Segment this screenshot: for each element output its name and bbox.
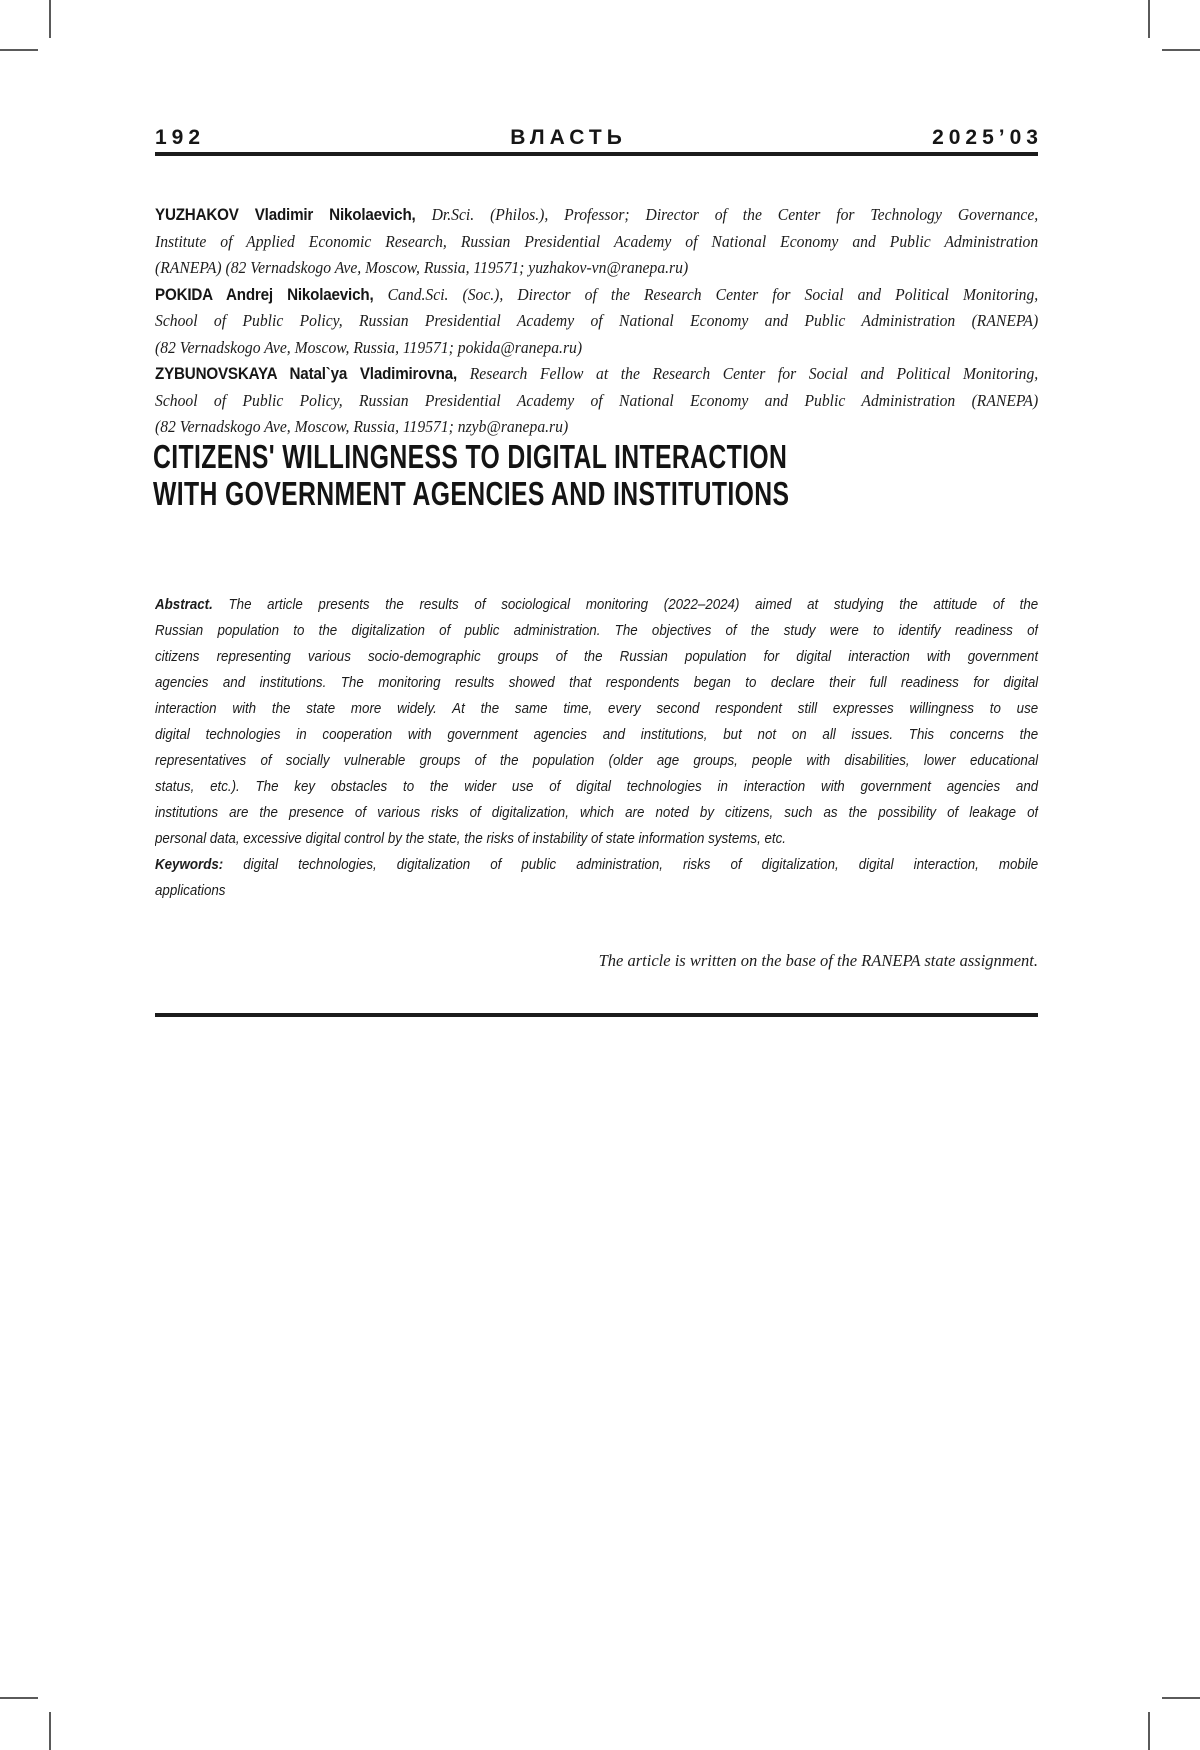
journal-title: ВЛАСТЬ bbox=[510, 126, 627, 149]
author-line bbox=[155, 388, 1038, 415]
author-line bbox=[155, 361, 1038, 388]
author-line bbox=[155, 414, 1038, 441]
article-title-line: WITH GOVERNMENT AGENCIES AND INSTITUTIONS bbox=[153, 475, 790, 512]
abstract-line: representatives of socially vulnerable groups of the population (older age groups, people with disabilities, lower educational bbox=[155, 753, 1039, 769]
running-head bbox=[155, 126, 1043, 150]
section-divider-rule bbox=[155, 1013, 1038, 1017]
crop-mark-bottom-left-vertical bbox=[49, 1712, 51, 1750]
abstract-line: institutions are the presence of various risks of digitalization, which are noted by citizens, such as the possibility of leakage of bbox=[155, 805, 1039, 821]
author-line bbox=[155, 335, 1038, 362]
abstract-line: agencies and institutions. The monitoring results showed that respondents began to declare their full readiness for digital bbox=[155, 675, 1039, 691]
crop-mark-top-left-horizontal bbox=[0, 49, 38, 51]
author-address: (RANEPA) (82 Vernadskogo Ave, Moscow, Russia, 119571; yuzhakov-vn@ranepa.ru) bbox=[155, 258, 689, 277]
author-line bbox=[155, 202, 1038, 229]
author-name: YUZHAKOV Vladimir Nikolaevich, bbox=[155, 206, 432, 224]
crop-mark-bottom-right-vertical bbox=[1148, 1712, 1150, 1750]
abstract-line: citizens representing various socio-demographic groups of the Russian population for digital interaction with government bbox=[155, 649, 1039, 665]
abstract-line: Russian population to the digitalization of public administration. The objectives of the study were to identify readiness of bbox=[155, 623, 1039, 639]
acknowledgement-note: The article is written on the base of the RANEPA state assignment. bbox=[598, 951, 1038, 970]
author-address: (82 Vernadskogo Ave, Moscow, Russia, 119571; nzyb@ranepa.ru) bbox=[155, 417, 569, 436]
author-affiliation: School of Public Policy, Russian Presidential Academy of National Economy and Public Administration (RANEPA) bbox=[155, 311, 1039, 330]
author-affiliation: School of Public Policy, Russian Presidential Academy of National Economy and Public Administration (RANEPA) bbox=[155, 390, 1039, 410]
crop-mark-bottom-left-horizontal bbox=[0, 1697, 38, 1699]
header-rule bbox=[155, 152, 1038, 156]
author-name: ZYBUNOVSKAYA Natal`ya Vladimirovna, bbox=[155, 365, 470, 383]
abstract-line: digital technologies in cooperation with government agencies and institutions, but not on all issues. This concerns the bbox=[155, 727, 1039, 743]
author-line bbox=[155, 229, 1038, 256]
article-title bbox=[153, 438, 789, 512]
abstract-line: personal data, excessive digital control by the state, the risks of instability of state information systems, etc. bbox=[155, 831, 786, 847]
crop-mark-bottom-right-horizontal bbox=[1162, 1697, 1200, 1699]
keywords-line: Keywords: digital technologies, digitalization of public administration, risks of digitalization, digital interaction, mobile bbox=[155, 857, 1039, 873]
issue-number: 2025’03 bbox=[932, 126, 1043, 149]
keywords-label: Keywords: bbox=[155, 857, 244, 873]
author-affiliation: Dr.Sci. (Philos.), Professor; Director of the Center for Technology Governance, bbox=[431, 205, 1039, 224]
abstract-line: interaction with the state more widely. At the same time, every second respondent still expresses willingness to use bbox=[155, 701, 1039, 717]
author-name: POKIDA Andrej Nikolaevich, bbox=[155, 285, 388, 304]
crop-mark-top-right-vertical bbox=[1148, 0, 1150, 38]
authors-block bbox=[155, 202, 1038, 441]
abstract-line: status, etc.). The key obstacles to the wider use of digital technologies in interaction with government agencies and bbox=[155, 779, 1039, 795]
page-number: 192 bbox=[155, 126, 206, 149]
article-title-line: CITIZENS' WILLINGNESS TO DIGITAL INTERACTION bbox=[153, 438, 788, 475]
author-affiliation: Cand.Sci. (Soc.), Director of the Research Center for Social and Political Monitoring, bbox=[387, 284, 1039, 304]
crop-mark-top-left-vertical bbox=[49, 0, 51, 38]
abstract-line: Abstract. The article presents the results of sociological monitoring (2022–2024) aimed at studying the attitude of the bbox=[155, 597, 1039, 613]
author-line bbox=[155, 282, 1038, 309]
keywords-line: applications bbox=[155, 883, 226, 899]
author-address: (82 Vernadskogo Ave, Moscow, Russia, 119571; pokida@ranepa.ru) bbox=[155, 337, 583, 357]
author-line bbox=[155, 308, 1038, 335]
author-line bbox=[155, 255, 1038, 282]
abstract-label: Abstract. bbox=[155, 597, 229, 613]
crop-mark-top-right-horizontal bbox=[1162, 49, 1200, 51]
author-affiliation: Research Fellow at the Research Center for Social and Political Monitoring, bbox=[469, 364, 1039, 383]
author-affiliation: Institute of Applied Economic Research, Russian Presidential Academy of National Economy and Public Administration bbox=[155, 231, 1039, 251]
abstract-block bbox=[155, 592, 1038, 904]
